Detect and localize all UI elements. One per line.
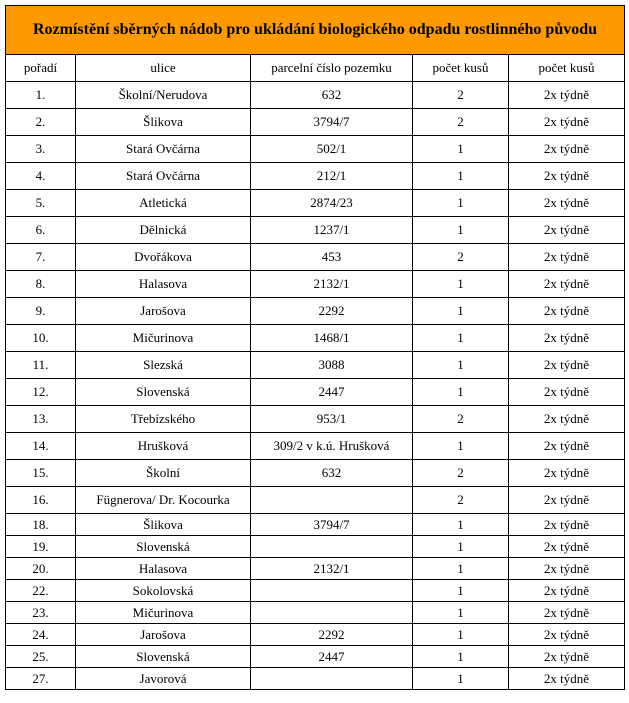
parcel-cell: 2447 [251, 646, 413, 668]
count-cell: 1 [413, 668, 509, 690]
frequency-cell: 2x týdně [509, 352, 625, 379]
order-cell: 12. [6, 379, 76, 406]
count-cell: 2 [413, 487, 509, 514]
street-cell: Slovenská [76, 379, 251, 406]
count-cell: 1 [413, 433, 509, 460]
order-cell: 6. [6, 217, 76, 244]
parcel-cell: 1237/1 [251, 217, 413, 244]
order-cell: 27. [6, 668, 76, 690]
count-cell: 1 [413, 136, 509, 163]
frequency-cell: 2x týdně [509, 325, 625, 352]
table-row [6, 433, 625, 460]
parcel-cell: 632 [251, 460, 413, 487]
table-row [6, 325, 625, 352]
street-cell: Dvořákova [76, 244, 251, 271]
frequency-cell: 2x týdně [509, 82, 625, 109]
parcel-cell: 3088 [251, 352, 413, 379]
count-cell: 2 [413, 406, 509, 433]
frequency-cell: 2x týdně [509, 244, 625, 271]
order-cell: 2. [6, 109, 76, 136]
frequency-cell: 2x týdně [509, 136, 625, 163]
table-row [6, 487, 625, 514]
parcel-cell: 2132/1 [251, 558, 413, 580]
order-cell: 24. [6, 624, 76, 646]
street-cell: Stará Ovčárna [76, 163, 251, 190]
street-cell: Atletická [76, 190, 251, 217]
frequency-cell: 2x týdně [509, 487, 625, 514]
table-row [6, 668, 625, 690]
frequency-cell: 2x týdně [509, 460, 625, 487]
table-row [6, 558, 625, 580]
order-cell: 15. [6, 460, 76, 487]
order-cell: 9. [6, 298, 76, 325]
street-cell: Jarošova [76, 624, 251, 646]
count-cell: 1 [413, 558, 509, 580]
count-cell: 1 [413, 624, 509, 646]
street-cell: Mičurinova [76, 602, 251, 624]
parcel-cell: 2132/1 [251, 271, 413, 298]
count-cell: 2 [413, 244, 509, 271]
order-cell: 7. [6, 244, 76, 271]
order-cell: 13. [6, 406, 76, 433]
frequency-cell: 2x týdně [509, 406, 625, 433]
street-cell: Sokolovská [76, 580, 251, 602]
table-row [6, 109, 625, 136]
frequency-cell: 2x týdně [509, 668, 625, 690]
parcel-cell: 2447 [251, 379, 413, 406]
count-cell: 1 [413, 602, 509, 624]
table-body [6, 82, 625, 690]
count-cell: 1 [413, 271, 509, 298]
parcel-cell: 1468/1 [251, 325, 413, 352]
parcel-cell: 2292 [251, 298, 413, 325]
street-cell: Hrušková [76, 433, 251, 460]
order-cell: 1. [6, 82, 76, 109]
frequency-cell: 2x týdně [509, 271, 625, 298]
frequency-cell: 2x týdně [509, 602, 625, 624]
parcel-cell: 502/1 [251, 136, 413, 163]
count-cell: 2 [413, 109, 509, 136]
frequency-cell: 2x týdně [509, 379, 625, 406]
count-cell: 1 [413, 646, 509, 668]
street-cell: Slovenská [76, 536, 251, 558]
header-row [6, 55, 625, 82]
column-header-street: ulice [76, 55, 251, 82]
street-cell: Školní/Nerudova [76, 82, 251, 109]
table-row [6, 244, 625, 271]
frequency-cell: 2x týdně [509, 580, 625, 602]
table-row [6, 271, 625, 298]
column-header-count: počet kusů [413, 55, 509, 82]
table-row [6, 217, 625, 244]
parcel-cell [251, 580, 413, 602]
parcel-cell: 3794/7 [251, 109, 413, 136]
count-cell: 2 [413, 82, 509, 109]
street-cell: Mičurinova [76, 325, 251, 352]
street-cell: Stará Ovčárna [76, 136, 251, 163]
collection-bins-table [5, 5, 625, 690]
table-row [6, 602, 625, 624]
count-cell: 1 [413, 580, 509, 602]
order-cell: 8. [6, 271, 76, 298]
street-cell: Šlikova [76, 109, 251, 136]
parcel-cell: 2874/23 [251, 190, 413, 217]
street-cell: Šlikova [76, 514, 251, 536]
order-cell: 16. [6, 487, 76, 514]
order-cell: 3. [6, 136, 76, 163]
order-cell: 23. [6, 602, 76, 624]
parcel-cell [251, 668, 413, 690]
frequency-cell: 2x týdně [509, 624, 625, 646]
table-row [6, 646, 625, 668]
column-header-frequency: počet kusů [509, 55, 625, 82]
column-header-order: pořadí [6, 55, 76, 82]
parcel-cell: 212/1 [251, 163, 413, 190]
order-cell: 19. [6, 536, 76, 558]
order-cell: 10. [6, 325, 76, 352]
table-row [6, 624, 625, 646]
table-row [6, 406, 625, 433]
count-cell: 1 [413, 163, 509, 190]
table-row [6, 352, 625, 379]
street-cell: Slezská [76, 352, 251, 379]
street-cell: Javorová [76, 668, 251, 690]
table-row [6, 190, 625, 217]
table-row [6, 298, 625, 325]
street-cell: Třebízského [76, 406, 251, 433]
count-cell: 1 [413, 325, 509, 352]
frequency-cell: 2x týdně [509, 536, 625, 558]
table-row [6, 163, 625, 190]
frequency-cell: 2x týdně [509, 298, 625, 325]
parcel-cell [251, 487, 413, 514]
frequency-cell: 2x týdně [509, 646, 625, 668]
table-row [6, 536, 625, 558]
frequency-cell: 2x týdně [509, 433, 625, 460]
table-row [6, 82, 625, 109]
street-cell: Fügnerova/ Dr. Kocourka [76, 487, 251, 514]
parcel-cell: 309/2 v k.ú. Hrušková [251, 433, 413, 460]
street-cell: Školní [76, 460, 251, 487]
street-cell: Dělnická [76, 217, 251, 244]
column-header-parcel: parcelní číslo pozemku [251, 55, 413, 82]
count-cell: 1 [413, 298, 509, 325]
table-row [6, 580, 625, 602]
table-row [6, 460, 625, 487]
table-row [6, 514, 625, 536]
street-cell: Slovenská [76, 646, 251, 668]
parcel-cell: 632 [251, 82, 413, 109]
order-cell: 4. [6, 163, 76, 190]
count-cell: 1 [413, 514, 509, 536]
frequency-cell: 2x týdně [509, 514, 625, 536]
frequency-cell: 2x týdně [509, 163, 625, 190]
parcel-cell [251, 536, 413, 558]
parcel-cell: 453 [251, 244, 413, 271]
order-cell: 20. [6, 558, 76, 580]
count-cell: 1 [413, 217, 509, 244]
frequency-cell: 2x týdně [509, 558, 625, 580]
street-cell: Halasova [76, 271, 251, 298]
table-row [6, 136, 625, 163]
street-cell: Halasova [76, 558, 251, 580]
order-cell: 14. [6, 433, 76, 460]
document-page [5, 5, 624, 690]
order-cell: 5. [6, 190, 76, 217]
parcel-cell: 3794/7 [251, 514, 413, 536]
frequency-cell: 2x týdně [509, 109, 625, 136]
parcel-cell: 953/1 [251, 406, 413, 433]
count-cell: 2 [413, 460, 509, 487]
parcel-cell: 2292 [251, 624, 413, 646]
street-cell: Jarošova [76, 298, 251, 325]
order-cell: 22. [6, 580, 76, 602]
table-row [6, 379, 625, 406]
frequency-cell: 2x týdně [509, 190, 625, 217]
count-cell: 1 [413, 352, 509, 379]
count-cell: 1 [413, 379, 509, 406]
order-cell: 18. [6, 514, 76, 536]
count-cell: 1 [413, 536, 509, 558]
parcel-cell [251, 602, 413, 624]
frequency-cell: 2x týdně [509, 217, 625, 244]
table-title: Rozmístění sběrných nádob pro ukládání biologického odpadu rostlinného původu [6, 6, 625, 55]
order-cell: 25. [6, 646, 76, 668]
order-cell: 11. [6, 352, 76, 379]
count-cell: 1 [413, 190, 509, 217]
